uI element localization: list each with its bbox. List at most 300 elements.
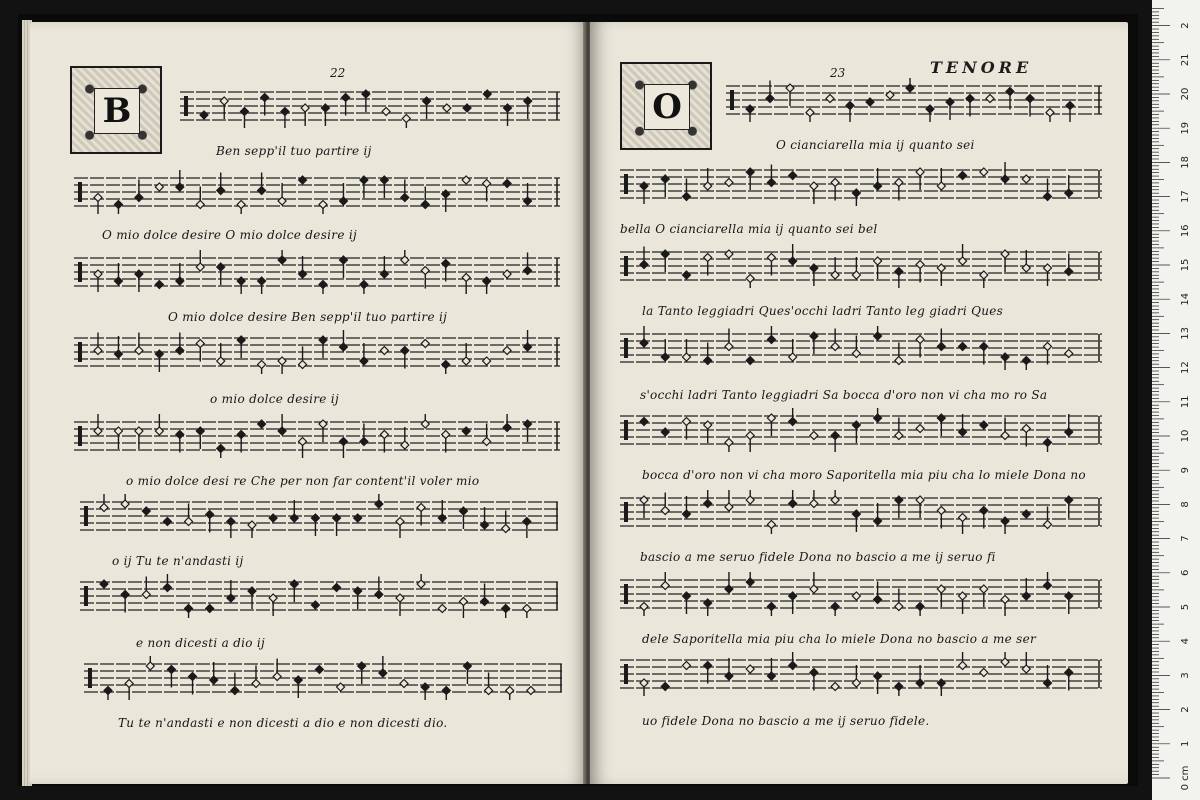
music-note xyxy=(375,577,383,599)
music-note xyxy=(438,500,446,522)
music-note xyxy=(269,594,277,616)
music-note xyxy=(682,496,690,518)
music-note xyxy=(269,514,277,522)
music-note xyxy=(1001,418,1009,440)
music-note xyxy=(704,662,712,684)
music-note xyxy=(874,168,882,190)
music-note xyxy=(640,182,648,204)
music-note xyxy=(333,584,341,592)
lyric-line-3: la Tanto leggiadri Ques'occhi ladri Tanto leg giadri Ques xyxy=(642,304,1004,318)
music-note xyxy=(852,421,860,443)
music-note xyxy=(94,414,102,435)
music-note xyxy=(986,95,994,103)
music-note xyxy=(810,490,818,508)
music-note xyxy=(463,104,471,112)
music-note xyxy=(640,247,648,269)
music-note xyxy=(155,414,163,435)
music-note xyxy=(290,500,298,522)
music-note xyxy=(135,270,143,292)
music-note xyxy=(278,250,286,264)
music-note xyxy=(483,90,491,98)
music-note xyxy=(342,94,350,116)
music-note xyxy=(916,603,924,617)
staff-6 xyxy=(620,490,1102,534)
running-head: TENORE xyxy=(930,58,1033,77)
ruler-label: 17 xyxy=(1180,190,1191,203)
music-note xyxy=(114,427,122,449)
music-note xyxy=(321,104,329,126)
music-note xyxy=(704,343,712,365)
music-note xyxy=(640,326,648,347)
lyric-line-4: s'occhi ladri Tanto leggiadri Sa bocca d'oro non vi cha mo ro Sa xyxy=(640,388,1048,402)
music-note xyxy=(258,361,266,375)
music-note xyxy=(380,176,388,198)
music-note xyxy=(185,605,193,619)
music-note xyxy=(1065,175,1073,197)
music-note xyxy=(895,179,903,201)
music-note xyxy=(163,518,171,526)
music-note xyxy=(1001,162,1009,183)
music-note xyxy=(895,589,903,611)
music-note xyxy=(524,97,532,119)
music-note xyxy=(980,507,988,529)
music-note xyxy=(337,683,345,691)
music-note xyxy=(1001,596,1009,617)
music-note xyxy=(1022,250,1030,272)
music-note xyxy=(237,336,245,358)
music-note xyxy=(380,347,388,355)
staff-lines xyxy=(180,84,560,128)
music-note xyxy=(503,180,511,188)
music-note xyxy=(462,427,470,435)
music-note xyxy=(789,172,797,180)
lyric-line-6: o ij Tu te n'andasti ij xyxy=(112,554,244,568)
music-note xyxy=(852,592,860,600)
music-note xyxy=(196,340,204,362)
ruler-label: 20 xyxy=(1180,87,1191,101)
music-note xyxy=(661,493,669,515)
music-note xyxy=(725,250,733,258)
lyric-line-1: Ben sepp'il tuo partire ij xyxy=(216,144,372,158)
staff-lines xyxy=(620,652,1102,696)
music-note xyxy=(278,183,286,205)
ruler-label: 2 xyxy=(1180,706,1191,713)
music-note xyxy=(704,254,712,276)
music-note xyxy=(358,662,366,684)
music-note xyxy=(421,187,429,209)
music-note xyxy=(506,687,514,701)
music-note xyxy=(94,333,102,355)
ruler-label: 2 xyxy=(1180,22,1191,29)
music-note xyxy=(826,95,834,103)
music-note xyxy=(661,339,669,361)
music-note xyxy=(1044,179,1052,201)
music-note xyxy=(725,329,733,351)
music-note xyxy=(94,270,102,292)
staff-4 xyxy=(74,330,560,374)
ruler-label: 18 xyxy=(1180,156,1191,169)
music-note xyxy=(319,201,327,215)
music-note xyxy=(380,431,388,453)
music-note xyxy=(916,496,924,518)
music-note xyxy=(766,81,774,103)
music-note xyxy=(1044,264,1052,286)
music-note xyxy=(200,111,208,119)
music-note xyxy=(959,514,967,535)
staff-6 xyxy=(80,494,560,538)
lyric-line-2: O mio dolce desire O mio dolce desire ij xyxy=(102,228,357,242)
music-note xyxy=(375,494,383,508)
music-note xyxy=(895,418,903,440)
music-note xyxy=(339,256,347,278)
music-note xyxy=(682,662,690,670)
music-note xyxy=(746,275,754,289)
music-note xyxy=(135,427,143,449)
lyric-line-5: o mio dolce desi re Che per non far content'il voler mio xyxy=(126,474,480,488)
music-note xyxy=(846,102,854,123)
music-note xyxy=(311,514,319,536)
music-note xyxy=(767,658,775,680)
music-note xyxy=(831,257,839,279)
music-note xyxy=(810,182,818,204)
music-note xyxy=(980,669,988,677)
music-note xyxy=(906,78,914,92)
staff-lines xyxy=(80,574,560,618)
music-note xyxy=(401,347,409,369)
music-note xyxy=(831,432,839,453)
staff-2 xyxy=(620,162,1102,206)
staff-lines xyxy=(80,494,560,538)
music-note xyxy=(789,339,797,361)
music-note xyxy=(959,652,967,670)
ruler-scale xyxy=(1152,0,1200,800)
music-note xyxy=(725,490,733,511)
music-note xyxy=(1022,425,1030,447)
music-note xyxy=(483,180,491,202)
music-note xyxy=(937,585,945,607)
music-note xyxy=(767,254,775,276)
music-note xyxy=(155,350,163,372)
right-page-number: 23 xyxy=(830,66,846,80)
lyric-line-1: O cianciarella mia ij quanto sei xyxy=(776,138,975,152)
ruler-label: 0 cm xyxy=(1180,765,1191,791)
music-note xyxy=(524,420,532,442)
music-note xyxy=(442,361,450,375)
staff-2 xyxy=(74,170,560,214)
music-note xyxy=(874,582,882,604)
lyric-line-8: Tu te n'andasti e non dicesti a dio e non dicesti dio. xyxy=(118,716,448,730)
ruler-label: 19 xyxy=(1180,121,1191,135)
music-note xyxy=(1001,250,1009,272)
lyric-line-5: bocca d'oro non vi cha moro Saporitella mia piu cha lo miele Dona no xyxy=(642,468,1086,482)
staff-lines xyxy=(74,330,560,374)
music-note xyxy=(483,424,491,446)
music-note xyxy=(189,673,197,695)
music-note xyxy=(874,672,882,694)
music-note xyxy=(704,421,712,443)
music-note xyxy=(831,179,839,201)
music-note xyxy=(176,333,184,355)
music-note xyxy=(362,90,370,112)
music-note xyxy=(980,585,988,607)
lyric-line-4: o mio dolce desire ij xyxy=(210,392,339,406)
music-note xyxy=(421,340,429,348)
music-note xyxy=(1044,507,1052,529)
music-note xyxy=(524,330,532,351)
music-note xyxy=(442,260,450,282)
music-note xyxy=(1066,102,1074,123)
music-note xyxy=(874,408,882,422)
music-note xyxy=(810,572,818,593)
music-note xyxy=(1065,592,1073,614)
measuring-ruler xyxy=(1152,0,1200,800)
music-note xyxy=(661,250,669,272)
music-note xyxy=(789,408,797,426)
music-note xyxy=(916,425,924,433)
music-note xyxy=(725,439,733,453)
ruler-label: 13 xyxy=(1180,327,1191,340)
staff-lines xyxy=(620,326,1102,370)
music-note xyxy=(319,281,327,295)
ruler-label: 4 xyxy=(1180,638,1191,645)
music-note xyxy=(503,270,511,278)
music-note xyxy=(810,669,818,691)
music-note xyxy=(401,250,409,264)
music-note xyxy=(661,428,669,436)
staff-lines xyxy=(726,78,1102,122)
music-note xyxy=(459,598,467,619)
music-note xyxy=(485,673,493,695)
music-note xyxy=(1065,496,1073,518)
music-note xyxy=(789,652,797,670)
music-note xyxy=(278,414,286,435)
music-note xyxy=(319,420,327,442)
music-note xyxy=(1022,175,1030,183)
music-note xyxy=(1065,669,1073,691)
music-note xyxy=(402,115,410,129)
music-note xyxy=(1022,578,1030,600)
music-note xyxy=(462,343,470,365)
music-note xyxy=(155,183,163,191)
ruler-label: 3 xyxy=(1180,672,1191,679)
music-note xyxy=(959,172,967,180)
music-note xyxy=(281,108,289,129)
music-note xyxy=(443,104,451,112)
music-note xyxy=(1001,652,1009,666)
music-note xyxy=(231,673,239,695)
staff-lines xyxy=(74,250,560,294)
music-note xyxy=(866,98,874,106)
music-note xyxy=(959,414,967,436)
music-note xyxy=(966,95,974,117)
music-note xyxy=(237,431,245,453)
music-note xyxy=(746,168,754,190)
music-note xyxy=(1022,510,1030,518)
music-note xyxy=(396,594,404,616)
music-note xyxy=(114,336,122,358)
music-note xyxy=(1044,343,1052,365)
music-note xyxy=(682,592,690,614)
music-note xyxy=(396,518,404,539)
music-note xyxy=(661,683,669,691)
music-note xyxy=(114,263,122,285)
staff-lines xyxy=(620,572,1102,616)
music-note xyxy=(227,580,235,602)
music-note xyxy=(360,343,368,365)
music-note xyxy=(315,666,323,674)
music-note xyxy=(852,510,860,532)
music-note xyxy=(661,175,669,197)
ruler-label: 14 xyxy=(1180,292,1191,306)
music-note xyxy=(339,183,347,205)
music-note xyxy=(916,261,924,283)
music-note xyxy=(261,94,269,116)
music-note xyxy=(831,603,839,617)
music-note xyxy=(946,98,954,120)
music-note xyxy=(258,420,266,428)
lyric-line-3: O mio dolce desire Ben sepp'il tuo partire ij xyxy=(168,310,448,324)
music-note xyxy=(767,521,775,535)
staff-lines xyxy=(74,414,560,458)
music-note xyxy=(1022,357,1030,371)
staff-3 xyxy=(620,244,1102,288)
staff-5 xyxy=(74,414,560,458)
music-note xyxy=(1044,572,1052,590)
music-note xyxy=(523,605,531,619)
staff-5 xyxy=(620,408,1102,452)
music-note xyxy=(135,333,143,355)
music-note xyxy=(481,507,489,529)
music-note xyxy=(640,603,648,617)
music-note xyxy=(354,587,362,609)
music-note xyxy=(100,580,108,588)
music-note xyxy=(704,168,712,190)
staff-3 xyxy=(74,250,560,294)
music-note xyxy=(176,431,184,453)
music-note xyxy=(155,281,163,289)
music-note xyxy=(227,518,235,539)
music-note xyxy=(217,173,225,195)
open-book xyxy=(18,14,1138,786)
right-page xyxy=(590,22,1128,784)
staff-7 xyxy=(80,574,560,618)
music-note xyxy=(421,414,429,428)
music-note xyxy=(273,659,281,681)
music-note xyxy=(980,168,988,176)
staff-1 xyxy=(726,78,1102,122)
staff-7 xyxy=(620,572,1102,616)
music-note xyxy=(959,244,967,265)
music-note xyxy=(937,168,945,190)
music-note xyxy=(767,603,775,617)
music-note xyxy=(682,339,690,361)
music-note xyxy=(1046,109,1054,123)
music-note xyxy=(417,504,425,526)
music-note xyxy=(504,104,512,126)
music-note xyxy=(176,263,184,285)
music-note xyxy=(789,592,797,614)
music-note xyxy=(524,253,532,275)
music-note xyxy=(810,432,818,440)
ruler-label: 11 xyxy=(1180,395,1191,409)
music-note xyxy=(786,84,794,106)
music-note xyxy=(125,680,133,701)
music-note xyxy=(462,274,470,295)
music-note xyxy=(196,187,204,209)
music-note xyxy=(806,109,814,123)
music-note xyxy=(135,180,143,202)
ruler-label: 12 xyxy=(1180,361,1191,374)
lyric-line-2: bella O cianciarella mia ij quanto sei bel xyxy=(620,222,878,236)
initial-letter: B xyxy=(94,88,140,134)
music-note xyxy=(523,518,531,539)
music-note xyxy=(442,431,450,453)
music-note xyxy=(438,605,446,613)
initial-letter: O xyxy=(644,84,690,130)
music-note xyxy=(311,601,319,609)
staff-lines xyxy=(620,490,1102,534)
ruler-label: 16 xyxy=(1180,224,1191,238)
music-note xyxy=(1026,95,1034,117)
music-note xyxy=(459,507,467,529)
music-note xyxy=(746,490,754,504)
music-note xyxy=(959,343,967,351)
music-note xyxy=(1065,254,1073,276)
staff-lines xyxy=(620,162,1102,206)
ruler-label: 7 xyxy=(1180,535,1191,542)
staff-lines xyxy=(74,170,560,214)
music-note xyxy=(442,190,450,212)
staff-lines xyxy=(620,244,1102,288)
music-note xyxy=(142,507,150,515)
music-note xyxy=(319,336,327,358)
music-note xyxy=(217,263,225,285)
music-note xyxy=(1006,88,1014,110)
music-note xyxy=(831,683,839,691)
music-note xyxy=(502,605,510,619)
lyric-line-7: e non dicesti a dio ij xyxy=(136,636,266,650)
music-note xyxy=(503,414,511,432)
music-note xyxy=(746,665,754,673)
music-note xyxy=(874,257,882,279)
music-note xyxy=(163,574,171,592)
music-note xyxy=(360,176,368,198)
music-note xyxy=(354,514,362,522)
music-note xyxy=(462,176,470,184)
music-note xyxy=(382,108,390,116)
music-note xyxy=(886,91,894,99)
staff-8 xyxy=(84,656,564,700)
music-note xyxy=(379,656,387,677)
music-note xyxy=(210,662,218,684)
music-note xyxy=(980,421,988,429)
music-note xyxy=(1022,652,1030,673)
music-note xyxy=(248,587,256,609)
ruler-label: 6 xyxy=(1180,569,1191,576)
music-note xyxy=(121,591,129,613)
music-note xyxy=(661,572,669,590)
music-note xyxy=(874,326,882,340)
music-note xyxy=(339,330,347,351)
music-note xyxy=(524,183,532,205)
staff-1 xyxy=(180,84,560,128)
music-note xyxy=(682,418,690,440)
music-note xyxy=(339,438,347,459)
music-note xyxy=(810,264,818,286)
music-note xyxy=(789,244,797,265)
music-note xyxy=(100,494,108,512)
music-note xyxy=(114,201,122,215)
